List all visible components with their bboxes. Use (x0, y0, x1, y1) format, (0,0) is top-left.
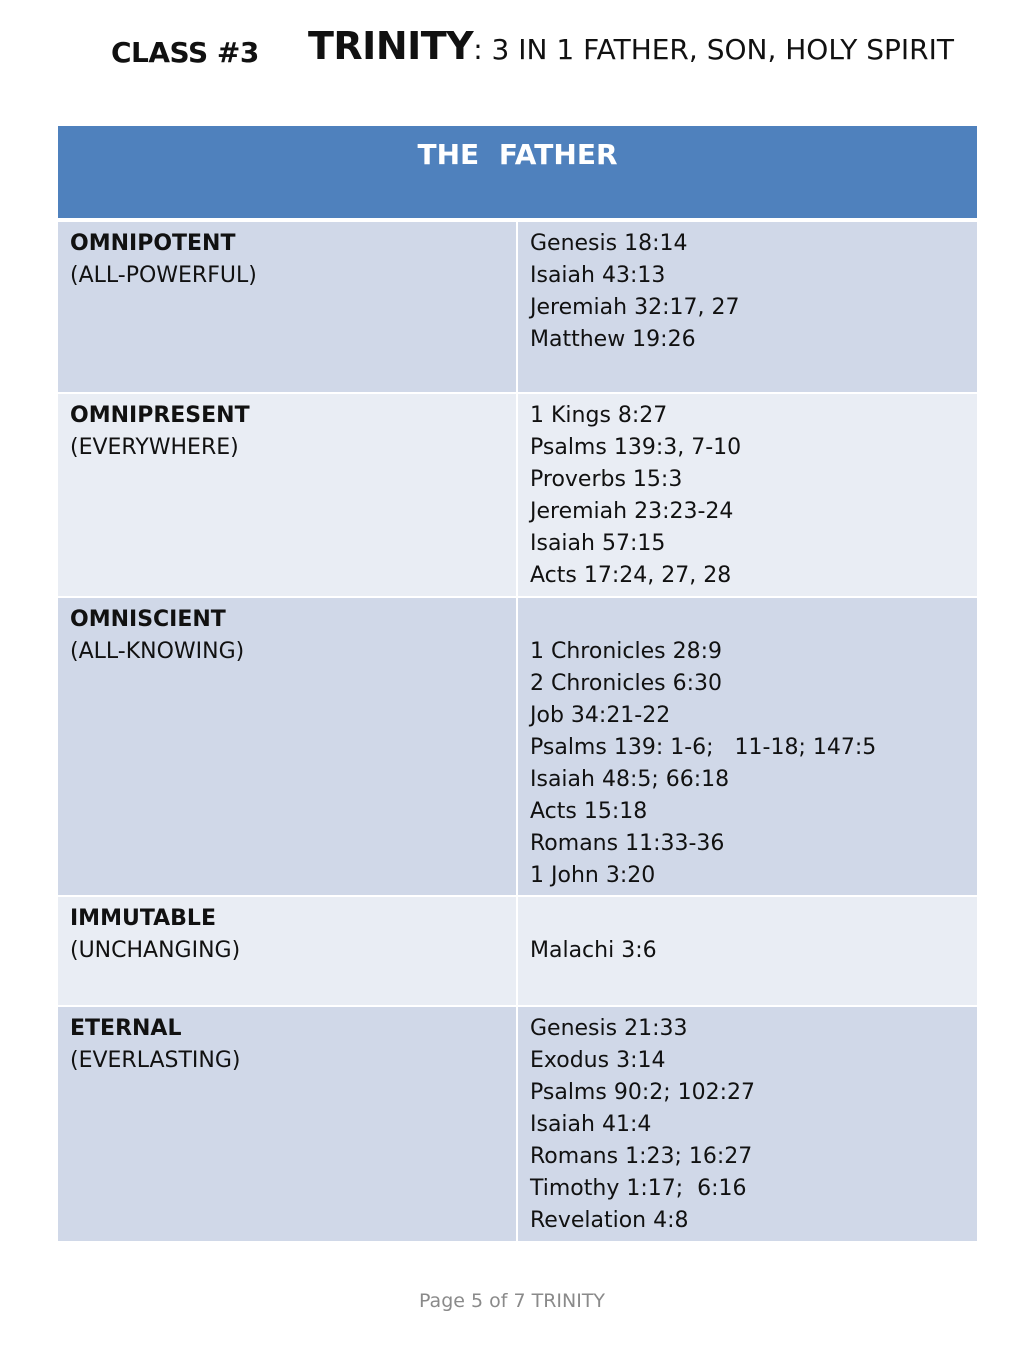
scripture-reference: 2 Chronicles 6:30 (530, 671, 722, 696)
class-label: CLASS #3 (111, 36, 259, 69)
references-cell (518, 394, 977, 596)
attribute-meaning: (ALL-KNOWING) (70, 639, 245, 664)
scripture-reference: Isaiah 41:4 (530, 1112, 652, 1137)
attribute-cell (58, 222, 516, 392)
attribute-cell (58, 1007, 516, 1241)
attribute-name: OMNIPRESENT (70, 403, 250, 428)
scripture-reference: Psalms 139: 1-6; 11-18; 147:5 (530, 735, 877, 760)
page-footer: Page 5 of 7 TRINITY (418, 1290, 606, 1312)
scripture-reference: Proverbs 15:3 (530, 467, 683, 492)
scripture-reference: 1 Chronicles 28:9 (530, 639, 722, 664)
scripture-reference: Matthew 19:26 (530, 327, 696, 352)
attribute-cell (58, 394, 516, 596)
table-row (58, 1007, 977, 1241)
table-row (58, 598, 977, 895)
scripture-reference (530, 903, 965, 935)
attributes-table (58, 126, 977, 1243)
scripture-reference: Romans 1:23; 16:27 (530, 1144, 753, 1169)
scripture-reference: Acts 15:18 (530, 799, 648, 824)
scripture-reference: Jeremiah 23:23-24 (530, 499, 734, 524)
attribute-meaning: (ALL-POWERFUL) (70, 263, 257, 288)
scripture-reference: Genesis 21:33 (530, 1016, 688, 1041)
scripture-reference: Timothy 1:17; 6:16 (530, 1176, 747, 1201)
table-row (58, 222, 977, 392)
attribute-meaning: (EVERYWHERE) (70, 435, 239, 460)
attribute-name: IMMUTABLE (70, 906, 216, 931)
attribute-name: OMNIPOTENT (70, 231, 236, 256)
scripture-reference: 1 Kings 8:27 (530, 403, 668, 428)
table-row (58, 394, 977, 596)
scripture-reference: Jeremiah 32:17, 27 (530, 295, 740, 320)
scripture-reference: Romans 11:33-36 (530, 831, 725, 856)
title-bold: TRINITY (308, 24, 474, 68)
scripture-reference: Isaiah 43:13 (530, 263, 666, 288)
scripture-reference: Job 34:21-22 (530, 703, 671, 728)
scripture-reference: Acts 17:24, 27, 28 (530, 563, 732, 588)
attribute-meaning: (EVERLASTING) (70, 1048, 241, 1073)
scripture-reference: Isaiah 57:15 (530, 531, 666, 556)
references-cell (518, 598, 977, 895)
attribute-cell (58, 897, 516, 1005)
attribute-name: OMNISCIENT (70, 607, 226, 632)
title-subtitle: : 3 IN 1 FATHER, SON, HOLY SPIRIT (473, 33, 954, 66)
scripture-reference (530, 604, 965, 636)
references-cell (518, 1007, 977, 1241)
scripture-reference: Psalms 139:3, 7-10 (530, 435, 742, 460)
attribute-name: ETERNAL (70, 1016, 182, 1041)
scripture-reference: Revelation 4:8 (530, 1208, 689, 1233)
table-heading: THE FATHER (58, 126, 977, 218)
page-title (308, 24, 954, 68)
scripture-reference: Psalms 90:2; 102:27 (530, 1080, 756, 1105)
references-cell (518, 222, 977, 392)
attribute-cell (58, 598, 516, 895)
scripture-reference: Malachi 3:6 (530, 938, 657, 963)
scripture-reference: 1 John 3:20 (530, 863, 656, 888)
scripture-reference: Genesis 18:14 (530, 231, 688, 256)
table-row (58, 897, 977, 1005)
scripture-reference: Isaiah 48:5; 66:18 (530, 767, 730, 792)
attribute-meaning: (UNCHANGING) (70, 938, 241, 963)
page-header (0, 24, 1024, 80)
references-cell (518, 897, 977, 1005)
scripture-reference: Exodus 3:14 (530, 1048, 666, 1073)
